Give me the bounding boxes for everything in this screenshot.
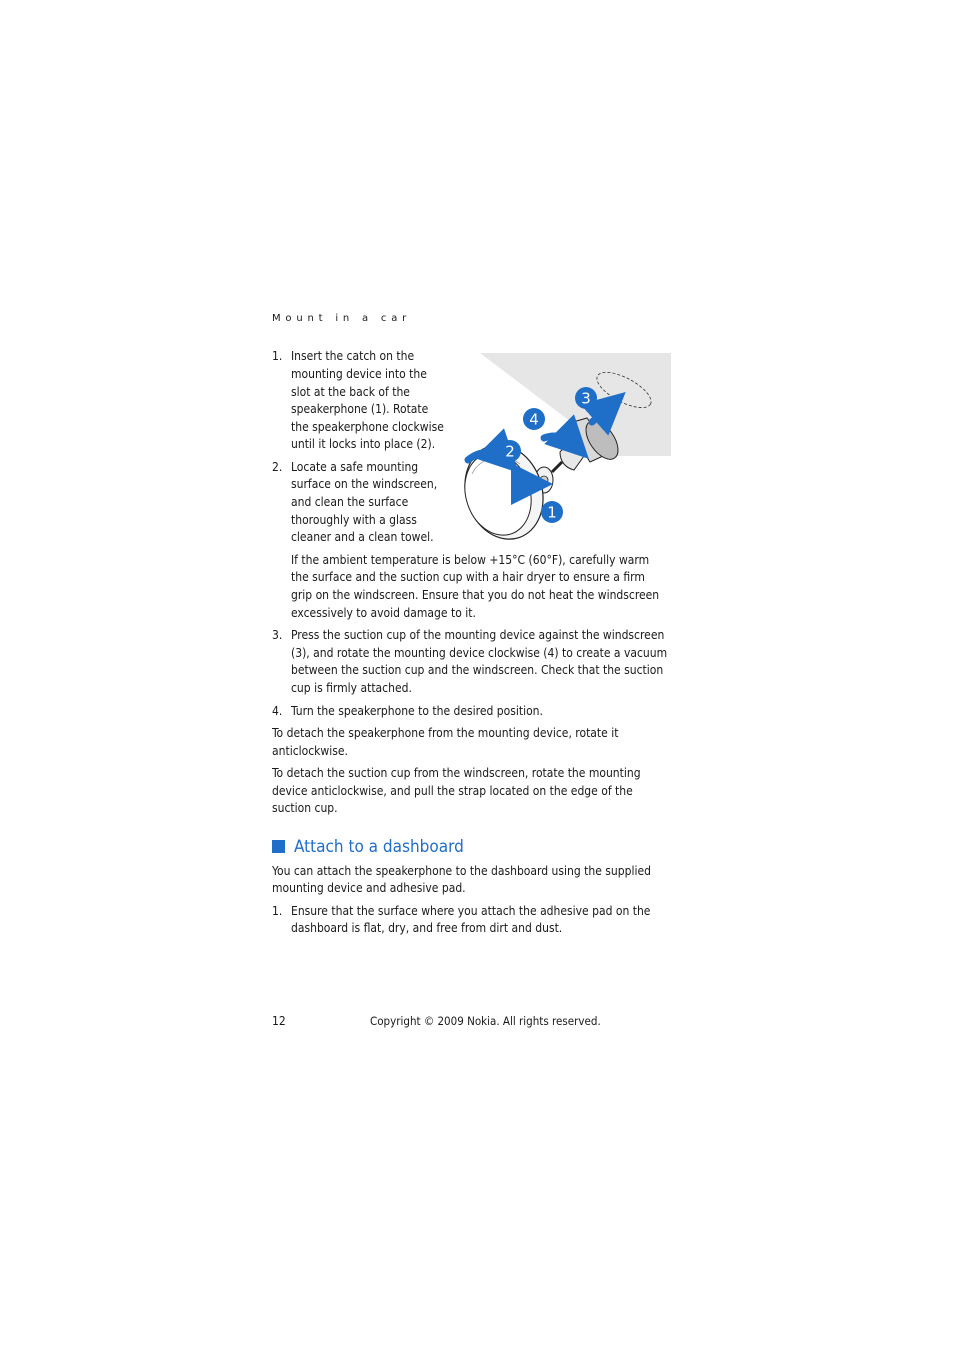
step-marker-2 (499, 440, 521, 462)
heading-bullet-square (272, 840, 285, 853)
section-heading (272, 836, 464, 858)
section-heading-text: Attach to a dashboard (294, 837, 464, 857)
text-line: Locate a safe mounting (291, 460, 419, 474)
dashboard-step-1-number: 1. (272, 904, 283, 918)
step-4-number: 4. (272, 704, 283, 718)
text-line: the surface and the suction cup with a hair dryer to ensure a firm (291, 570, 645, 584)
page-number: 12 (272, 1014, 286, 1028)
text-line: To detach the speakerphone from the mounting device, rotate it (272, 726, 619, 740)
text-line: excessively to avoid damage to it. (291, 606, 476, 620)
step-4-text: Turn the speakerphone to the desired position. (291, 704, 543, 718)
text-line: (3), and rotate the mounting device clockwise (4) to create a vacuum (291, 646, 668, 660)
text-line: between the suction cup and the windscreen. Check that the suction (291, 663, 664, 677)
text-line: the speakerphone clockwise (291, 420, 444, 434)
text-line: Insert the catch on the (291, 349, 415, 363)
text-line: To detach the suction cup from the windscreen, rotate the mounting (272, 766, 641, 780)
running-head: Mount in a car (272, 313, 412, 324)
marker-label: 3 (581, 389, 591, 408)
step-marker-3 (575, 387, 597, 409)
text-line: mounting device and adhesive pad. (272, 881, 466, 895)
text-line: If the ambient temperature is below +15°C (60°F), carefully warm (291, 553, 650, 567)
text-line: surface on the windscreen, (291, 477, 438, 491)
text-line: slot at the back of the (291, 385, 410, 399)
text-line: cup is firmly attached. (291, 681, 412, 695)
text-line: anticlockwise. (272, 744, 348, 758)
mounting-illustration (462, 352, 672, 542)
text-line: cleaner and a clean towel. (291, 530, 434, 544)
text-line: speakerphone (1). Rotate (291, 402, 429, 416)
text-line: Press the suction cup of the mounting device against the windscreen (291, 628, 665, 642)
text-line: thoroughly with a glass (291, 513, 417, 527)
text-line: dashboard is flat, dry, and free from dirt and dust. (291, 921, 563, 935)
text-line: and clean the surface (291, 495, 409, 509)
text-line: mounting device into the (291, 367, 427, 381)
text-line: grip on the windscreen. Ensure that you do not heat the windscreen (291, 588, 660, 602)
text-line: Ensure that the surface where you attach the adhesive pad on the (291, 904, 651, 918)
text-line: device anticlockwise, and pull the strap located on the edge of the (272, 784, 633, 798)
step-3-number: 3. (272, 628, 283, 642)
step-2-number: 2. (272, 460, 283, 474)
marker-label: 4 (529, 410, 539, 429)
text-line: until it locks into place (2). (291, 437, 436, 451)
step-marker-4 (523, 408, 545, 430)
marker-label: 2 (505, 442, 515, 461)
text-line: suction cup. (272, 801, 338, 815)
copyright-notice: Copyright © 2009 Nokia. All rights reserved. (370, 1014, 601, 1028)
step-1-number: 1. (272, 349, 283, 363)
text-line: You can attach the speakerphone to the dashboard using the supplied (272, 864, 651, 878)
step-marker-1 (541, 501, 563, 523)
marker-label: 1 (547, 503, 557, 522)
